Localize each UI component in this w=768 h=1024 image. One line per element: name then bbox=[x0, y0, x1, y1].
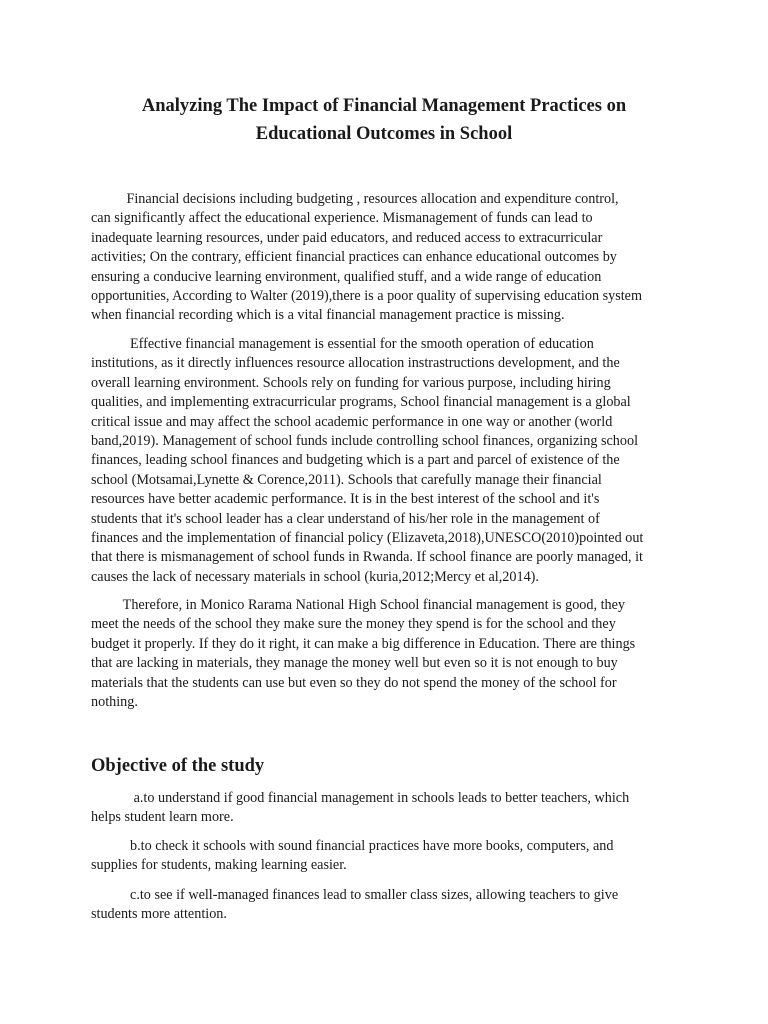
objective-line: a.to understand if good financial management in schools leads to better teachers, which bbox=[91, 790, 630, 806]
paragraph-line: nothing. bbox=[91, 694, 138, 711]
objective-line: helps student learn more. bbox=[91, 809, 234, 826]
paragraph-line: students that it's school leader has a clear understand of his/her role in the management of bbox=[91, 510, 600, 527]
paragraph-line: Therefore, in Monico Rarama National High School financial management is good, they bbox=[91, 597, 625, 613]
paragraph-line: finances and the implementation of financial policy (Elizaveta,2018),UNESCO(2010)pointed out bbox=[91, 530, 644, 547]
paragraph-line: can significantly affect the educational experience. Mismanagement of funds can lead to bbox=[91, 210, 593, 227]
paragraph-line: opportunities, According to Walter (2019),there is a poor quality of supervising education system bbox=[91, 288, 643, 305]
paragraph-line: school (Motsamai,Lynette & Corence,2011). Schools that carefully manage their financial bbox=[91, 471, 602, 488]
paragraph-line: materials that the students can use but even so they do not spend the money of the school for bbox=[91, 674, 617, 691]
title-line: Analyzing The Impact of Financial Management Practices on bbox=[141, 96, 627, 116]
paragraph-line: institutions, as it directly influences resource allocation instrastructions development, and the bbox=[91, 355, 620, 372]
paragraph-line: causes the lack of necessary materials in school (kuria,2012;Mercy et al,2014). bbox=[91, 568, 539, 585]
objective-item bbox=[91, 837, 691, 876]
paragraph-line: finances, leading school finances and budgeting which is a part and parcel of existence of the bbox=[91, 452, 620, 469]
paragraph-line: that there is mismanagement of school funds in Rwanda. If school finance are poorly managed, it bbox=[91, 549, 643, 566]
body-paragraph bbox=[91, 596, 691, 712]
paragraph-line: meet the needs of the school they make sure the money they spend is for the school and they bbox=[91, 616, 616, 633]
paragraph-line: critical issue and may affect the school academic performance in one way or another (world bbox=[91, 413, 613, 430]
document-title bbox=[0, 92, 768, 148]
objective-line: supplies for students, making learning easier. bbox=[91, 857, 347, 874]
paragraph-line: ensuring a conducive learning environment, qualified stuff, and a wide range of education bbox=[91, 268, 602, 285]
title-line: Educational Outcomes in School bbox=[255, 124, 513, 144]
paragraph-line: qualities, and implementing extracurricular programs, School financial management is a global bbox=[91, 394, 631, 411]
paragraph-line: activities; On the contrary, efficient financial practices can enhance educational outcomes by bbox=[91, 249, 617, 266]
paragraph-line: band,2019). Management of school funds include controlling school finances, organizing school bbox=[91, 433, 639, 450]
paragraph-line: resources have better academic performance. It is in the best interest of the school and it's bbox=[91, 491, 600, 508]
objective-item bbox=[91, 789, 691, 828]
body-paragraph bbox=[91, 190, 691, 326]
body-paragraph bbox=[91, 335, 691, 587]
objective-line: c.to see if well-managed finances lead to smaller class sizes, allowing teachers to give bbox=[91, 887, 619, 903]
paragraph-line: Financial decisions including budgeting , resources allocation and expenditure control, bbox=[91, 191, 619, 207]
section-heading: Objective of the study bbox=[91, 756, 265, 776]
paragraph-line: Effective financial management is essential for the smooth operation of education bbox=[91, 336, 594, 352]
objective-line: b.to check it schools with sound financial practices have more books, computers, and bbox=[91, 838, 614, 854]
paragraph-line: that are lacking in materials, they manage the money well but even so it is not enough to buy bbox=[91, 655, 618, 672]
objective-line: students more attention. bbox=[91, 906, 227, 923]
paragraph-line: overall learning environment. Schools rely on funding for various purpose, including hiring bbox=[91, 374, 611, 391]
objective-item bbox=[91, 886, 691, 925]
paragraph-line: when financial recording which is a vital financial management practice is missing. bbox=[91, 307, 565, 324]
paragraph-line: inadequate learning resources, under paid educators, and reduced access to extracurricular bbox=[91, 229, 603, 246]
paragraph-line: budget it properly. If they do it right, it can make a big difference in Education. There are things bbox=[91, 635, 636, 652]
